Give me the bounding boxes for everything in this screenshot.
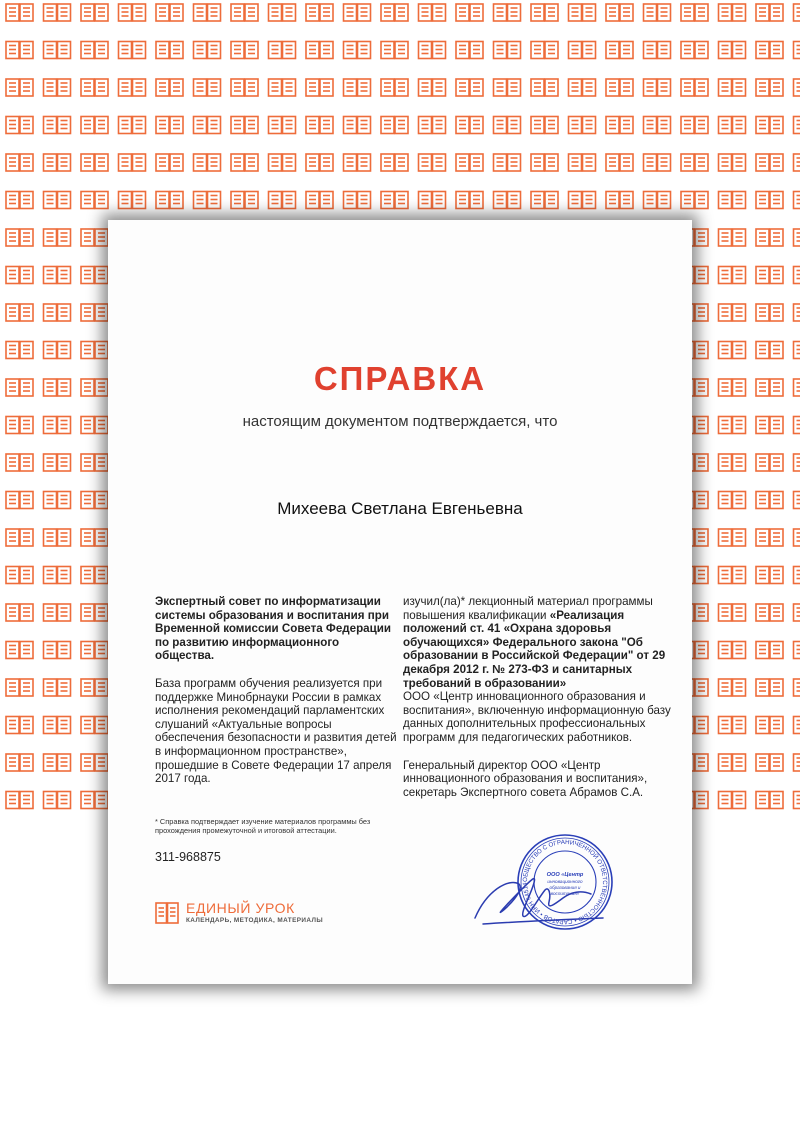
edinyi-urok-logo	[155, 900, 335, 928]
recipient-name: Михеева Светлана Евгеньевна	[277, 499, 523, 518]
footnote: * Справка подтверждает изучение материалов программы без прохождения промежуточной и итоговой аттестации.	[155, 817, 371, 836]
organization-text: ООО «Центр инновационного образования и воспитания», включенную информационную базу данных дополнительных профессиональных программ для педагогических работников.	[403, 690, 671, 744]
certificate-title: СПРАВКА	[313, 360, 487, 397]
svg-text:образования и: образования и	[549, 885, 581, 890]
certificate-sheet	[108, 220, 692, 984]
logo-subtitle: КАЛЕНДАРЬ, МЕТОДИКА, МАТЕРИАЛЫ	[186, 917, 324, 924]
logo-title: ЕДИНЫЙ УРОК	[186, 900, 295, 916]
signatory-text: Генеральный директор ООО «Центр инновационного образования и воспитания», секретарь Экспертного совета Абрамов С.А.	[403, 758, 648, 799]
program-title: «Реализация положений ст. 41 «Охрана здоровья обучающихся» Федерального закона "Об образовании в Российской Федерации" от 29 декабря 2012 г. № 273-ФЗ и санитарных требований в образовании»	[403, 608, 666, 690]
svg-text:воспитания»: воспитания»	[550, 891, 580, 896]
svg-text:ООО «Центр: ООО «Центр	[546, 872, 584, 878]
svg-text:инновационного: инновационного	[547, 879, 583, 884]
program-base-text: База программ обучения реализуется при поддержке Минобрнауки России в рамках исполнения рекомендаций парламентских слушаний «Актуальные вопросы обеспечения безопасности и развития детей в информационном пространстве», прошедшие в Совете Федерации 17 апреля 2017 года.	[155, 676, 397, 786]
expert-council-heading: Экспертный совет по информатизации системы образования и воспитания при Временной комиссии Совета Федерации по развитию информационного общества.	[155, 595, 391, 663]
program-intro: изучил(ла)* лекционный материал программы повышения квалификации	[403, 595, 653, 622]
svg-text:ОБЩЕСТВО С ОГРАНИЧЕННОЙ ОТВЕТС: ОБЩЕСТВО С ОГРАНИЧЕННОЙ ОТВЕТСТВЕННОСТЬЮ • САРАТОВ • ИНН 64514	[521, 838, 609, 926]
signature	[463, 860, 613, 932]
certificate-subtitle: настоящим документом подтверждается, что	[242, 413, 558, 430]
registration-number: 311-968875	[155, 850, 221, 864]
left-column	[155, 595, 400, 800]
book-icon	[155, 902, 179, 924]
right-column	[403, 595, 688, 813]
program-paragraph	[403, 595, 688, 690]
